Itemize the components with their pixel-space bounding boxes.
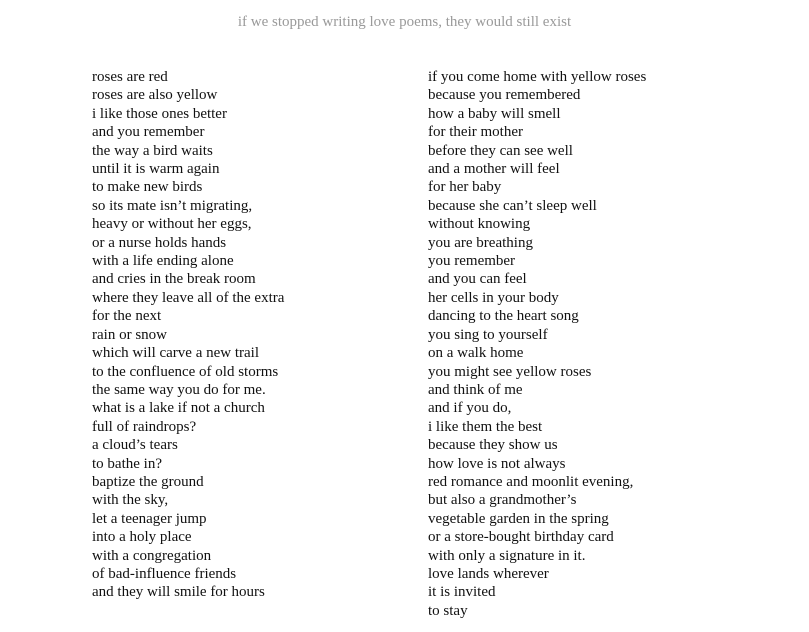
poem-line: you are breathing — [428, 234, 533, 251]
poem-line: you sing to yourself — [428, 326, 548, 343]
poem-line: baptize the ground — [92, 473, 204, 490]
poem-line: into a holy place — [92, 529, 192, 546]
poem-line: you might see yellow roses — [428, 363, 592, 380]
poem-line: vegetable garden in the spring — [428, 510, 609, 527]
poem-line: the way a bird waits — [92, 142, 213, 159]
poem-line: with a congregation — [92, 547, 212, 564]
poem-line: because she can’t sleep well — [428, 197, 597, 214]
poem-title: if we stopped writing love poems, they would still exist — [237, 14, 572, 30]
poem-line: for her baby — [428, 179, 502, 196]
poem-line: a cloud’s tears — [92, 437, 178, 454]
poem-line: which will carve a new trail — [92, 345, 260, 362]
poem-column-right — [428, 68, 646, 620]
poem-line: or a nurse holds hands — [92, 234, 227, 251]
poem-line: roses are also yellow — [92, 87, 218, 104]
poem-line: her cells in your body — [428, 289, 559, 306]
poem-line: of bad-influence friends — [92, 565, 237, 582]
poem-line: rain or snow — [92, 326, 167, 343]
poem-line: how a baby will smell — [428, 105, 561, 122]
poem-line: and a mother will feel — [428, 161, 560, 178]
poem-line: what is a lake if not a church — [92, 400, 265, 417]
poem-line: dancing to the heart song — [428, 308, 579, 325]
poem-line: roses are red — [92, 69, 168, 85]
poem-line: love lands wherever — [428, 565, 549, 582]
poem-line: because they show us — [428, 437, 558, 454]
poem-line: let a teenager jump — [92, 510, 207, 527]
poem-line: for their mother — [428, 124, 523, 141]
poem-line: and if you do, — [428, 400, 512, 417]
poem-line: before they can see well — [428, 142, 573, 159]
poem-line: if you come home with yellow roses — [428, 69, 647, 85]
poem-line: how love is not always — [428, 455, 566, 472]
poem-line: it is invited — [428, 584, 496, 601]
poem-line: to bathe in? — [92, 455, 162, 472]
poem-line: with the sky, — [92, 492, 169, 509]
poem-line: on a walk home — [428, 345, 524, 362]
poem-line: where they leave all of the extra — [92, 289, 285, 306]
poem-line: and cries in the break room — [92, 271, 256, 288]
poem-line: with a life ending alone — [92, 253, 234, 270]
poem-line: the same way you do for me. — [92, 381, 266, 398]
poem-line: to make new birds — [92, 179, 203, 196]
poem-line: so its mate isn’t migrating, — [92, 197, 253, 214]
poem-line: i like those ones better — [92, 105, 227, 122]
poem-line: without knowing — [428, 216, 531, 233]
poem-line: you remember — [428, 253, 516, 270]
poem-line: i like them the best — [428, 418, 543, 435]
poem-line: for the next — [92, 308, 162, 325]
poem-line: and they will smile for hours — [92, 584, 265, 601]
poem-line: heavy or without her eggs, — [92, 216, 252, 233]
poem-line: red romance and moonlit evening, — [428, 473, 634, 490]
poem-line: to the confluence of old storms — [92, 363, 279, 380]
poem-line: and you can feel — [428, 271, 527, 288]
poem-line: or a store-bought birthday card — [428, 529, 614, 546]
poem-line: full of raindrops? — [92, 418, 197, 435]
poem-line: because you remembered — [428, 87, 581, 104]
poem-line: but also a grandmother’s — [428, 492, 577, 509]
poem-line: with only a signature in it. — [428, 547, 586, 564]
poem-line: and you remember — [92, 124, 205, 141]
poem-line: to stay — [428, 602, 468, 619]
poem-line: and think of me — [428, 381, 523, 398]
poem-column-left — [92, 68, 284, 602]
poem-line: until it is warm again — [92, 161, 220, 178]
